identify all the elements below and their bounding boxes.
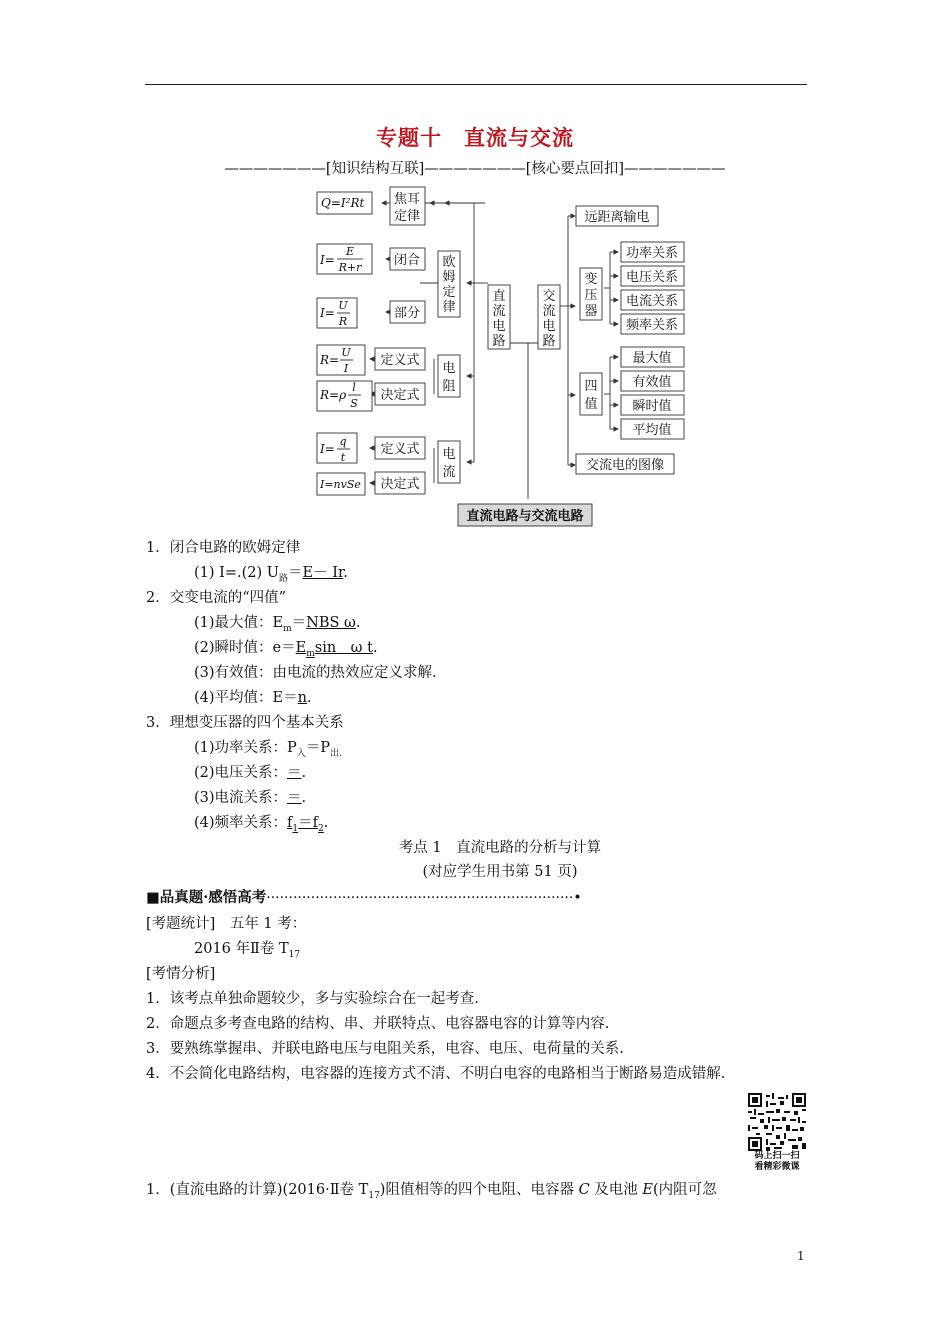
point-3-heading: 3．理想变压器的四个基本关系 [146, 715, 344, 731]
svg-text:l: l [352, 381, 356, 394]
svg-text:q: q [339, 435, 347, 448]
svg-text:流: 流 [492, 304, 506, 319]
svg-text:流: 流 [542, 304, 556, 319]
qr-caption: 码上扫一扫 看精彩微课 [754, 1151, 800, 1172]
kaodian-subtitle: (对应学生用书第 51 页) [422, 864, 578, 880]
svg-text:电: 电 [542, 319, 556, 334]
point-2-effective: (3)有效值：由电流的热效应定义求解. [194, 665, 437, 681]
svg-text:流: 流 [442, 465, 456, 480]
svg-text:路: 路 [542, 334, 556, 349]
formula-joule: Q=I²Rt [321, 196, 365, 210]
svg-text:I: I [343, 362, 349, 375]
svg-text:功率关系: 功率关系 [625, 246, 679, 261]
svg-text:电: 电 [442, 447, 456, 462]
exam-statistics-value: 2016 年Ⅱ卷 $T_{17}$ [194, 941, 301, 960]
point-2-instant: (2)瞬时值：$e=E_m\sin$ ω t. [194, 640, 378, 659]
svg-text:E: E [345, 245, 355, 258]
analysis-item: 4．不会简化电路结构，电容器的连接方式不清、不明白电容的电路相当于断路易造成错解. [146, 1066, 726, 1082]
point-3-power: (1)功率关系：$P_入=P_{出.}$ [194, 740, 342, 759]
svg-text:闭合: 闭合 [393, 253, 421, 268]
svg-text:远距离输电: 远距离输电 [584, 210, 650, 225]
point-3-voltage: (2)电压关系：＝. [194, 765, 307, 781]
svg-text:I=: I= [320, 306, 335, 320]
point-2-heading: 2．交变电流的“四值” [146, 590, 287, 606]
svg-text:直: 直 [492, 289, 506, 304]
svg-text:电压关系: 电压关系 [625, 270, 679, 285]
kaodian-title: 考点 1 直流电路的分析与计算 [398, 840, 602, 856]
svg-text:欧: 欧 [442, 255, 456, 270]
svg-text:定义式: 定义式 [380, 353, 420, 368]
qr-code-icon[interactable] [748, 1093, 806, 1151]
svg-text:I=: I= [320, 442, 335, 456]
svg-text:电: 电 [442, 361, 456, 376]
svg-text:部分: 部分 [393, 306, 421, 321]
svg-text:平均值: 平均值 [632, 423, 672, 438]
section-subheading: ———————[知识结构互联]———————[核心要点回扣]——————— [224, 161, 726, 177]
svg-text:电流关系: 电流关系 [625, 294, 679, 309]
point-1-heading: 1．闭合电路的欧姆定律 [146, 540, 301, 556]
svg-text:器: 器 [584, 304, 598, 319]
svg-text:阻: 阻 [442, 379, 456, 394]
svg-text:变: 变 [584, 272, 598, 287]
knowledge-structure-diagram [310, 183, 710, 528]
svg-text:电: 电 [492, 319, 506, 334]
svg-text:I=: I= [320, 253, 335, 267]
svg-text:路: 路 [492, 334, 506, 349]
point-2-average: (4)平均值：E＝n. [194, 690, 312, 706]
svg-text:律: 律 [442, 300, 456, 315]
svg-text:定律: 定律 [393, 209, 421, 224]
page-number: 1 [797, 1249, 805, 1263]
svg-text:t: t [340, 451, 346, 464]
page-title: 专题十 直流与交流 [376, 125, 574, 150]
point-3-current: (3)电流关系：＝. [194, 790, 307, 806]
svg-text:定: 定 [442, 285, 456, 300]
analysis-item: 1．该考点单独命题较少，多与实验综合在一起考查. [146, 991, 479, 1007]
svg-text:四: 四 [584, 379, 598, 394]
svg-text:瞬时值: 瞬时值 [632, 399, 672, 414]
svg-text:S: S [350, 397, 358, 410]
svg-text:最大值: 最大值 [632, 351, 672, 366]
svg-text:压: 压 [584, 288, 598, 303]
question-1: 1．(直流电路的计算)(2016·Ⅱ卷 $T_{17}$)阻值相等的四个电阻、电容器 C 及电池 E(内阻可忽 [146, 1182, 717, 1201]
svg-text:定义式: 定义式 [380, 442, 420, 457]
svg-text:R+r: R+r [338, 261, 362, 274]
exam-statistics-label: [考题统计] 五年 1 考： [146, 916, 307, 932]
svg-text:值: 值 [584, 397, 598, 412]
svg-text:交流电的图像: 交流电的图像 [585, 458, 665, 473]
analysis-label: [考情分析] [146, 966, 216, 982]
svg-text:R=ρ: R=ρ [320, 388, 347, 402]
point-1-formula: (1) I=.(2) $U_路=E- Ir$. [194, 565, 348, 584]
svg-text:U: U [338, 299, 348, 312]
svg-text:有效值: 有效值 [632, 375, 672, 390]
svg-text:焦耳: 焦耳 [393, 192, 421, 207]
svg-text:I=nvSe: I=nvSe [320, 478, 361, 491]
svg-text:R: R [338, 315, 348, 328]
analysis-item: 2．命题点多考查电路的结构、串、并联特点、电容器电容的计算等内容. [146, 1016, 610, 1032]
section-heading: ■品真题·感悟高考·····································································• [146, 889, 582, 906]
svg-text:姆: 姆 [442, 270, 456, 285]
point-2-max: (1)最大值：$E_m=NBS$ ω. [194, 615, 361, 634]
svg-text:R=: R= [320, 353, 340, 367]
point-3-frequency: (4)频率关系：$f_1=f_2$. [194, 815, 329, 834]
svg-text:决定式: 决定式 [380, 477, 420, 492]
svg-text:直流电路与交流电路: 直流电路与交流电路 [466, 509, 584, 524]
svg-text:交: 交 [542, 289, 556, 304]
analysis-item: 3．要熟练掌握串、并联电路电压与电阻关系，电容、电压、电荷量的关系. [146, 1041, 624, 1057]
svg-text:U: U [341, 346, 351, 359]
header-rule [145, 84, 807, 85]
svg-text:决定式: 决定式 [380, 388, 420, 403]
svg-text:频率关系: 频率关系 [625, 318, 679, 333]
